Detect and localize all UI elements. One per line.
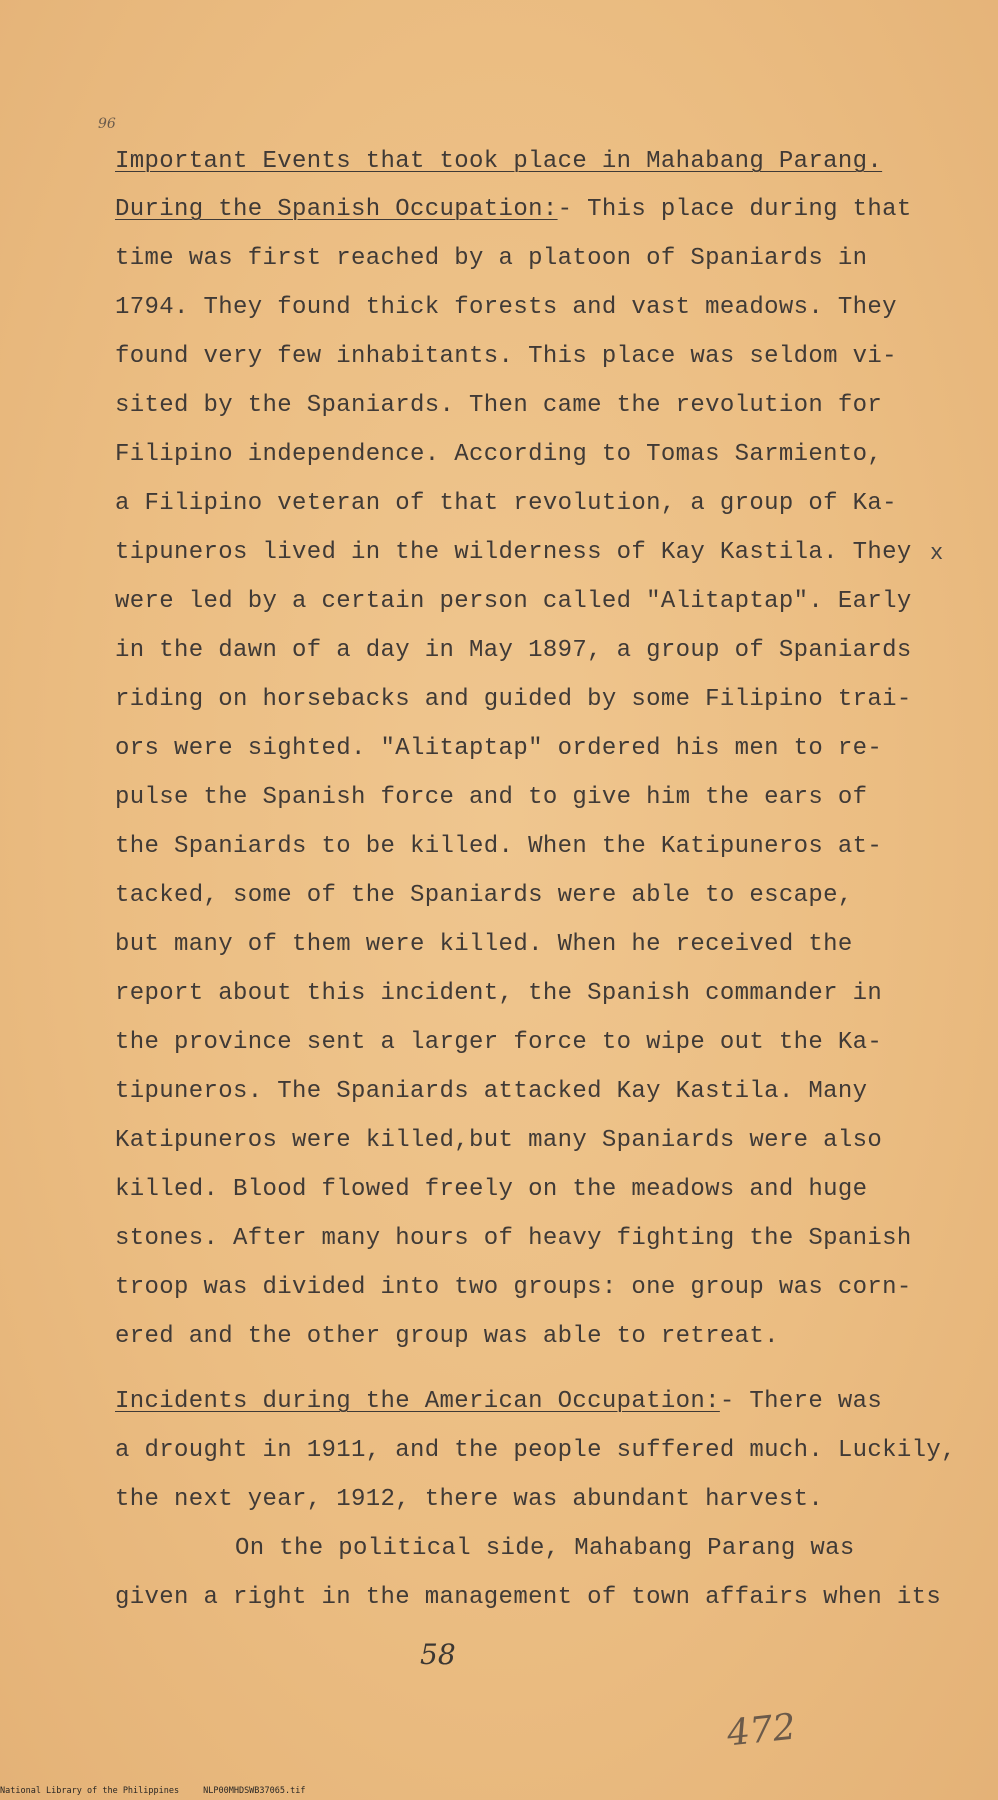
paragraph-line: found very few inhabitants. This place was seldom vi- [115,343,897,370]
spanish-section-heading-line [115,195,912,225]
paragraph-line: pulse the Spanish force and to give him the ears of [115,784,868,811]
paragraph-line: ors were sighted. "Alitaptap" ordered his men to re- [115,735,883,762]
paragraph-line: the Spaniards to be killed. When the Katipuneros at- [115,833,883,860]
spanish-heading: During the Spanish Occupation: [115,196,558,223]
spanish-intro: - This place during that [557,196,912,223]
paragraph-line: a drought in 1911, and the people suffered much. Luckily, [115,1437,956,1464]
handwritten-number: 472 [725,1706,798,1755]
american-intro: - There was [719,1388,883,1415]
paragraph-line: Katipuneros were killed,but many Spaniards were also [115,1127,883,1154]
paragraph-line: time was first reached by a platoon of Spaniards in [115,245,868,272]
paragraph-line: in the dawn of a day in May 1897, a group of Spaniards [115,637,912,664]
paragraph-line: ered and the other group was able to retreat. [115,1323,779,1350]
struck-character: x [930,541,944,566]
paragraph-line: report about this incident, the Spanish commander in [115,980,883,1007]
document-title [115,147,882,177]
paragraph-line: stones. After many hours of heavy fighting the Spanish [115,1225,912,1252]
footer-library: National Library of the Philippines [0,1786,180,1796]
american-heading: Incidents during the American Occupation: [115,1388,720,1415]
paragraph-line: tipuneros. The Spaniards attacked Kay Kastila. Many [115,1078,868,1105]
paragraph-line: a Filipino veteran of that revolution, a group of Ka- [115,490,897,517]
paragraph-line: sited by the Spaniards. Then came the revolution for [115,392,883,419]
paragraph-line: tipuneros lived in the wilderness of Kay Kastila. They [115,539,912,566]
scan-footer [0,1786,305,1796]
paragraph-line: the province sent a larger force to wipe out the Ka- [115,1029,883,1056]
paragraph-line: 1794. They found thick forests and vast meadows. They [115,294,897,321]
paragraph-line: Filipino independence. According to Tomas Sarmiento, [115,441,883,468]
page-number: 58 [420,1638,456,1671]
paragraph-line: were led by a certain person called "Alitaptap". Early [115,588,912,615]
footer-file-id: NLP00MHDSWB37065.tif [203,1786,306,1796]
paragraph-line: given a right in the management of town affairs when its [115,1584,942,1611]
paragraph-line: killed. Blood flowed freely on the meadows and huge [115,1176,868,1203]
paragraph-line: the next year, 1912, there was abundant harvest. [115,1486,824,1513]
paragraph-line: troop was divided into two groups: one group was corn- [115,1274,912,1301]
margin-note: 96 [98,116,116,132]
american-section-heading-line [115,1387,882,1417]
paragraph-line: but many of them were killed. When he received the [115,931,853,958]
paragraph-line: tacked, some of the Spaniards were able to escape, [115,882,853,909]
title-text: Important Events that took place in Mahabang Parang. [115,148,883,175]
paragraph-line: On the political side, Mahabang Parang was [235,1535,855,1562]
paragraph-line: riding on horsebacks and guided by some Filipino trai- [115,686,912,713]
